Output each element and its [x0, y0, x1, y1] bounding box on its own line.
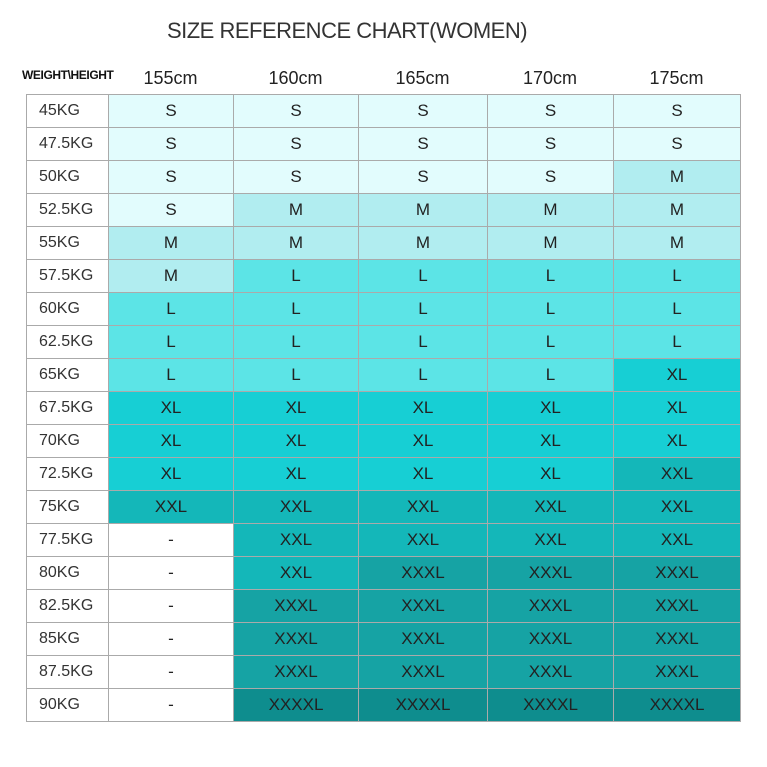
weight-label: 57.5KG — [27, 260, 109, 293]
size-cell: S — [359, 95, 488, 128]
size-cell: L — [109, 359, 234, 392]
size-cell: XXXL — [234, 656, 359, 689]
table-row — [27, 458, 741, 491]
weight-label: 77.5KG — [27, 524, 109, 557]
height-header-155: 155cm — [143, 68, 198, 88]
size-cell: XL — [109, 392, 234, 425]
size-cell: XL — [614, 392, 741, 425]
table-row — [27, 194, 741, 227]
size-cell: XXXL — [488, 590, 614, 623]
size-cell: XXL — [488, 524, 614, 557]
size-cell: L — [614, 326, 741, 359]
weight-label: 62.5KG — [27, 326, 109, 359]
table-row — [27, 491, 741, 524]
size-cell: - — [109, 689, 234, 722]
size-cell: L — [109, 293, 234, 326]
table-row — [27, 524, 741, 557]
size-cell: L — [488, 293, 614, 326]
size-cell: S — [109, 161, 234, 194]
size-cell: L — [488, 260, 614, 293]
size-cell: XXL — [234, 491, 359, 524]
size-cell: XXL — [488, 491, 614, 524]
weight-label: 55KG — [27, 227, 109, 260]
size-cell: S — [359, 128, 488, 161]
weight-label: 47.5KG — [27, 128, 109, 161]
size-cell: XXL — [359, 524, 488, 557]
height-header-175: 175cm — [649, 68, 704, 88]
size-cell: XXXXL — [234, 689, 359, 722]
size-cell: XXXL — [614, 623, 741, 656]
weight-label: 72.5KG — [27, 458, 109, 491]
weight-label: 67.5KG — [27, 392, 109, 425]
weight-label: 90KG — [27, 689, 109, 722]
size-cell: L — [359, 293, 488, 326]
size-cell: XXL — [234, 524, 359, 557]
size-cell: L — [359, 359, 488, 392]
size-cell: XL — [359, 392, 488, 425]
size-cell: XL — [359, 425, 488, 458]
size-cell: XXL — [109, 491, 234, 524]
size-cell: S — [614, 95, 741, 128]
size-cell: XXXL — [614, 590, 741, 623]
size-cell: XXXL — [488, 623, 614, 656]
table-row — [27, 227, 741, 260]
weight-label: 87.5KG — [27, 656, 109, 689]
size-cell: S — [488, 95, 614, 128]
table-row — [27, 590, 741, 623]
size-cell: L — [488, 326, 614, 359]
table-row — [27, 161, 741, 194]
size-cell: XXXL — [488, 656, 614, 689]
size-cell: M — [614, 194, 741, 227]
table-row — [27, 293, 741, 326]
size-cell: XXL — [614, 491, 741, 524]
size-cell: L — [359, 326, 488, 359]
size-cell: XL — [488, 425, 614, 458]
weight-label: 85KG — [27, 623, 109, 656]
size-table — [26, 94, 741, 722]
size-cell: S — [488, 161, 614, 194]
weight-label: 75KG — [27, 491, 109, 524]
height-header-165: 165cm — [395, 68, 450, 88]
size-cell: L — [109, 326, 234, 359]
size-cell: XXXXL — [488, 689, 614, 722]
size-cell: S — [234, 128, 359, 161]
size-cell: S — [109, 95, 234, 128]
size-cell: XL — [359, 458, 488, 491]
size-cell: - — [109, 524, 234, 557]
size-cell: XL — [234, 458, 359, 491]
table-row — [27, 260, 741, 293]
table-row — [27, 689, 741, 722]
table-row — [27, 128, 741, 161]
size-cell: XXXL — [359, 623, 488, 656]
weight-label: 50KG — [27, 161, 109, 194]
weight-label: 65KG — [27, 359, 109, 392]
size-cell: L — [234, 359, 359, 392]
size-cell: L — [234, 260, 359, 293]
size-cell: XXXL — [614, 557, 741, 590]
size-cell: M — [488, 194, 614, 227]
size-cell: S — [614, 128, 741, 161]
size-cell: XXL — [359, 491, 488, 524]
size-cell: XXXXL — [359, 689, 488, 722]
size-cell: XL — [109, 425, 234, 458]
size-cell: L — [359, 260, 488, 293]
size-cell: M — [614, 161, 741, 194]
size-cell: L — [614, 293, 741, 326]
size-cell: L — [488, 359, 614, 392]
chart-title: SIZE REFERENCE CHART(WOMEN) — [166, 18, 528, 43]
size-cell: S — [109, 128, 234, 161]
table-row — [27, 95, 741, 128]
weight-label: 80KG — [27, 557, 109, 590]
size-cell: XL — [488, 458, 614, 491]
size-cell: XXL — [614, 458, 741, 491]
weight-label: 82.5KG — [27, 590, 109, 623]
size-cell: XXXL — [234, 623, 359, 656]
weight-label: 45KG — [27, 95, 109, 128]
table-row — [27, 392, 741, 425]
size-cell: S — [109, 194, 234, 227]
size-cell: M — [109, 260, 234, 293]
table-row — [27, 557, 741, 590]
size-cell: XXXL — [359, 656, 488, 689]
table-row — [27, 623, 741, 656]
size-cell: M — [234, 227, 359, 260]
size-cell: XXXL — [359, 590, 488, 623]
table-row — [27, 425, 741, 458]
size-cell: XL — [234, 425, 359, 458]
size-cell: M — [359, 227, 488, 260]
height-header-170: 170cm — [522, 68, 578, 88]
size-cell: M — [359, 194, 488, 227]
size-cell: XL — [109, 458, 234, 491]
size-cell: XL — [488, 392, 614, 425]
weight-label: 60KG — [27, 293, 109, 326]
size-cell: XXXXL — [614, 689, 741, 722]
size-cell: S — [234, 161, 359, 194]
size-cell: M — [488, 227, 614, 260]
size-cell: XL — [614, 425, 741, 458]
size-cell: XL — [614, 359, 741, 392]
size-cell: XXXL — [359, 557, 488, 590]
size-cell: XXXL — [614, 656, 741, 689]
size-cell: M — [234, 194, 359, 227]
size-cell: L — [614, 260, 741, 293]
size-cell: - — [109, 557, 234, 590]
weight-label: 70KG — [27, 425, 109, 458]
weight-label: 52.5KG — [27, 194, 109, 227]
size-cell: XXL — [234, 557, 359, 590]
height-header-160: 160cm — [268, 68, 323, 88]
size-cell: L — [234, 293, 359, 326]
size-cell: M — [109, 227, 234, 260]
size-cell: M — [614, 227, 741, 260]
size-cell: XXXL — [488, 557, 614, 590]
size-cell: L — [234, 326, 359, 359]
table-row — [27, 656, 741, 689]
table-row — [27, 359, 741, 392]
size-cell: XXL — [614, 524, 741, 557]
weight-height-label: WEIGHT\HEIGHT — [22, 68, 114, 82]
size-cell: - — [109, 590, 234, 623]
size-cell: S — [359, 161, 488, 194]
size-cell: S — [488, 128, 614, 161]
size-cell: XXXL — [234, 590, 359, 623]
table-row — [27, 326, 741, 359]
size-cell: XL — [234, 392, 359, 425]
size-cell: S — [234, 95, 359, 128]
size-cell: - — [109, 623, 234, 656]
size-cell: - — [109, 656, 234, 689]
